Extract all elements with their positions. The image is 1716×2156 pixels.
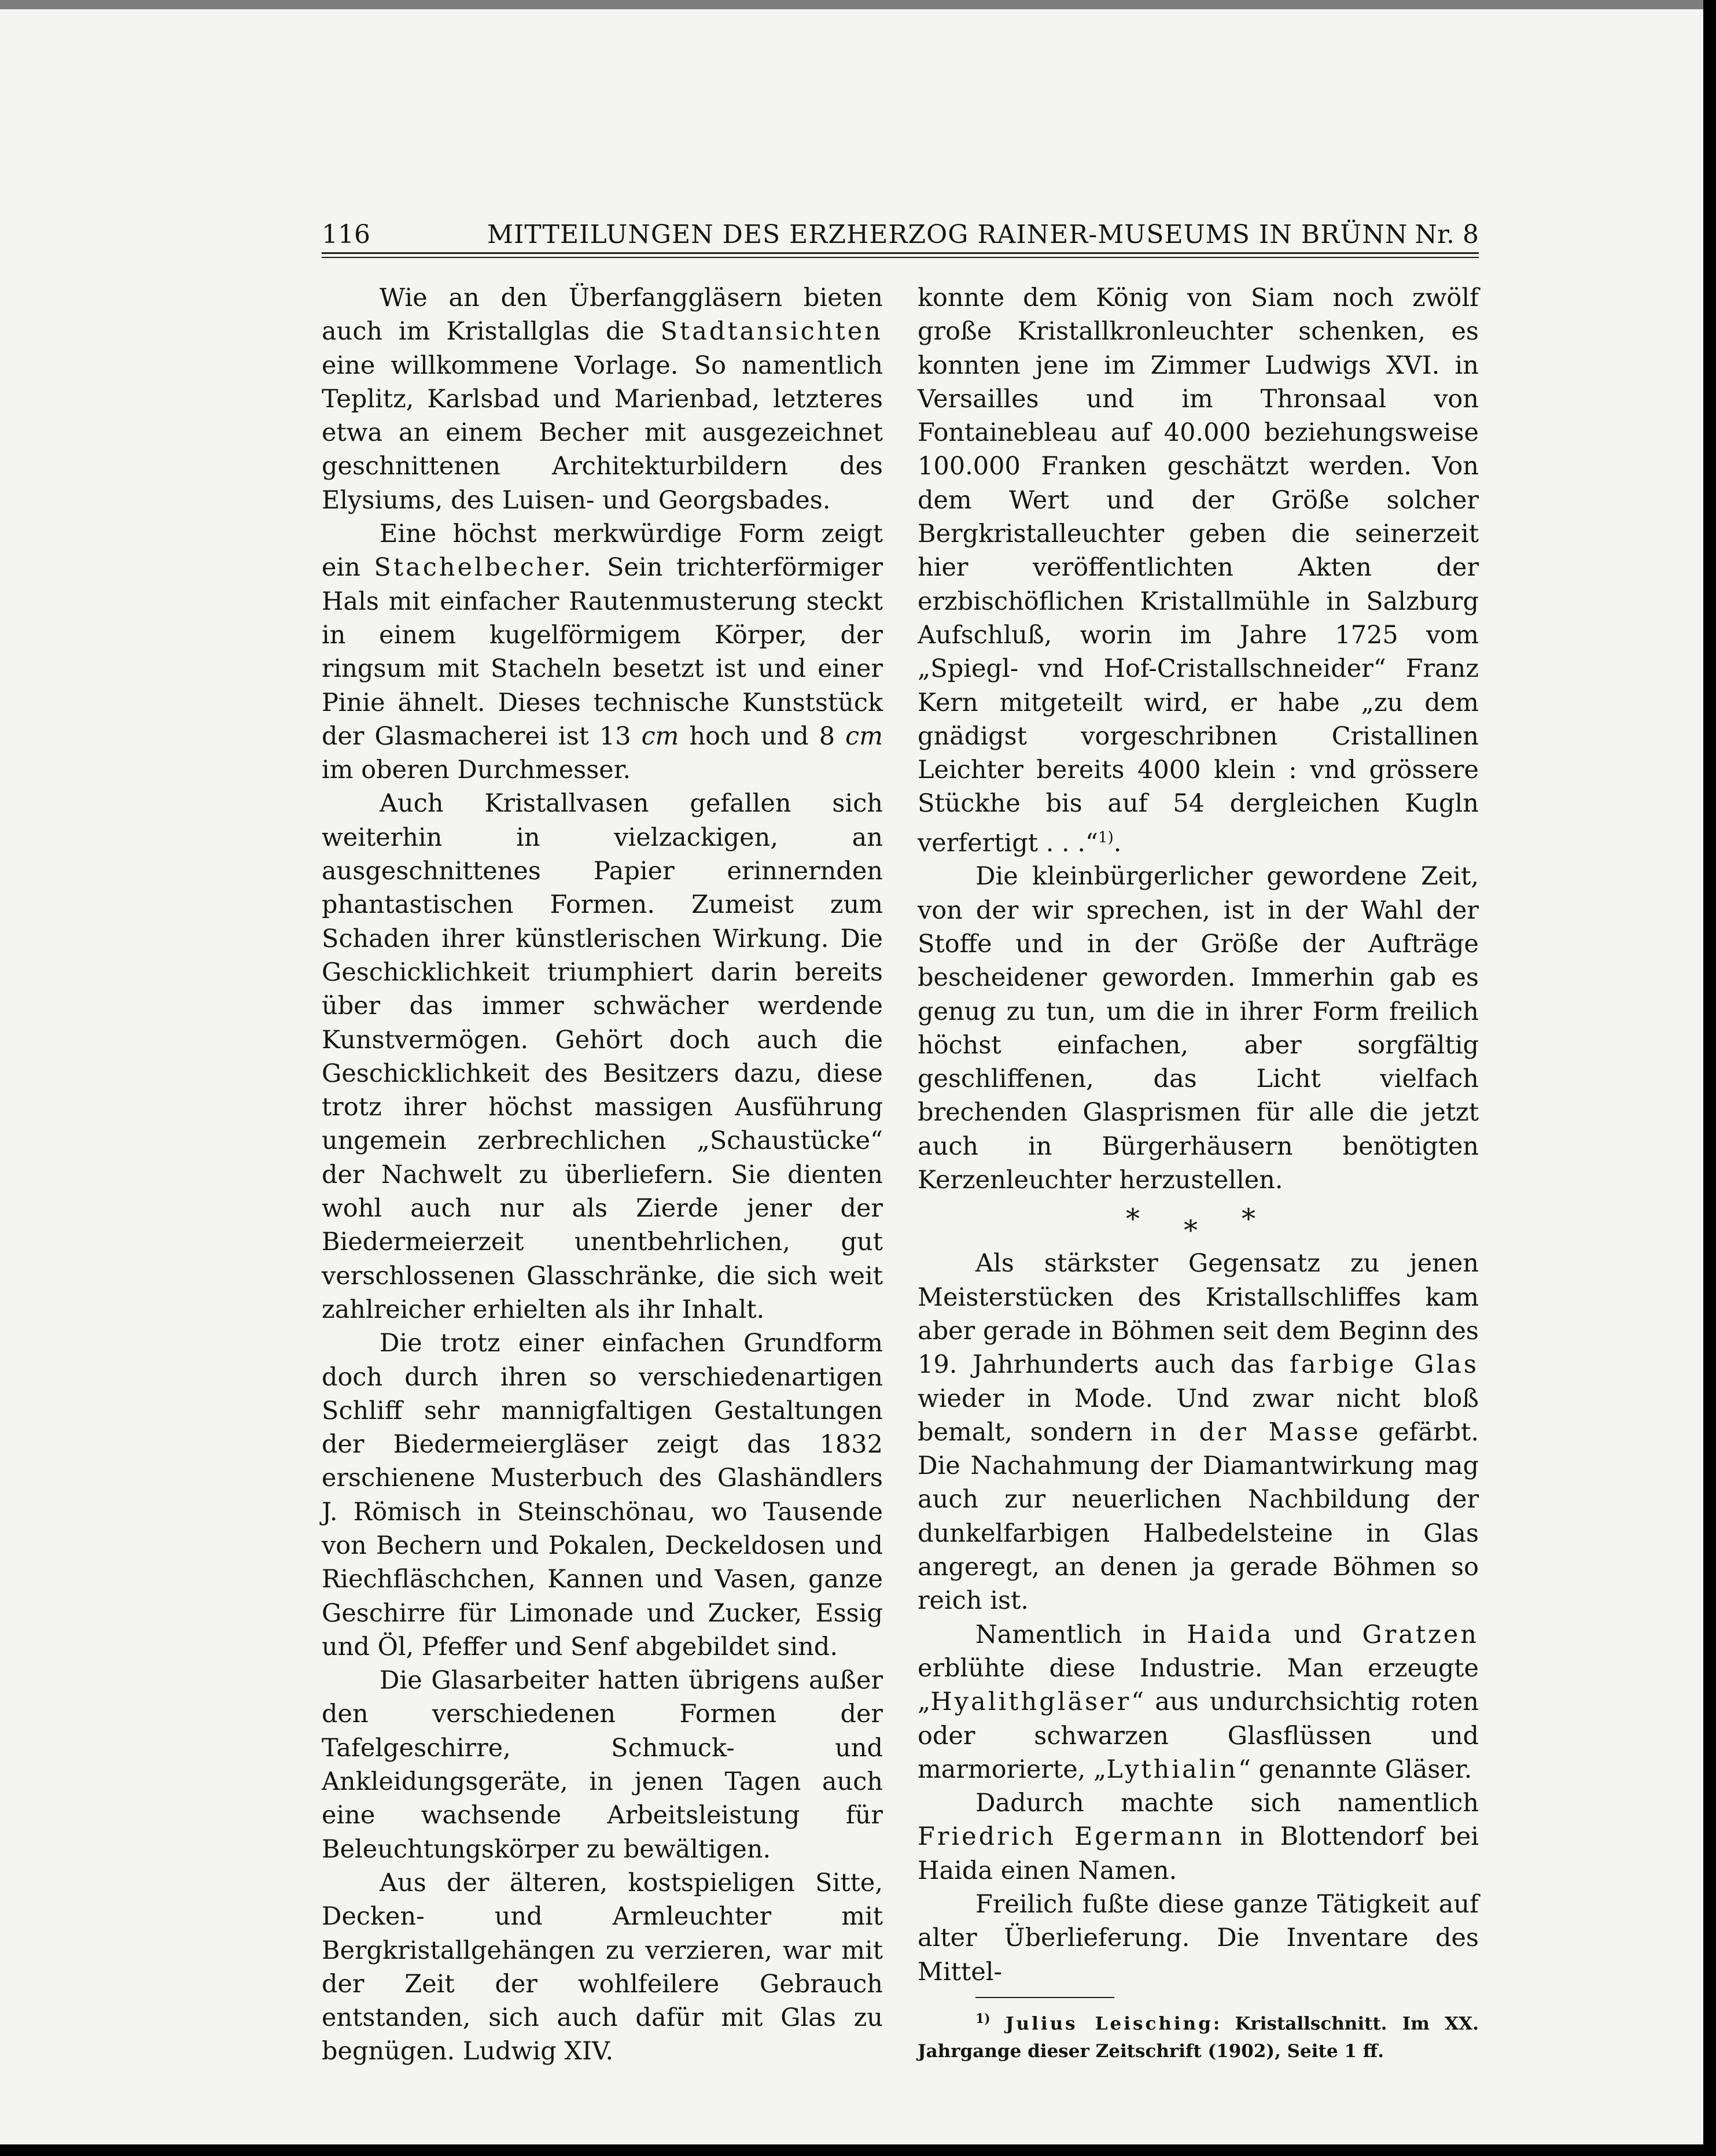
separator-star: * <box>1184 1214 1198 1247</box>
footnote-rule <box>975 1997 1114 1998</box>
left-column <box>322 281 883 2069</box>
scan-right-border <box>1703 0 1716 2156</box>
paragraph: Die Glasarbeiter hatten übrigens außer den verschiedenen Formen der Tafelgeschirre, Schmuck- und Ankleidungsgeräte, in jenen Tagen auch eine wachsende Arbeitsleistung für Beleuchtungskörper zu bewältigen. <box>322 1666 883 1864</box>
paragraph: Auch Kristallvasen gefallen sich weiterhin in vielzackigen, an ausgeschnittenes Papier erinnernden phantastischen Formen. Zumeist zum Schaden ihrer künstlerischen Wirkung. Die Geschicklichkeit triumphiert darin bereits über das immer schwächer werdende Kunstvermögen. Gehört doch auch die Geschicklichkeit des Besitzers dazu, diese trotz ihrer höchst massigen Ausführung ungemein zerbrechlichen „Schaustücke“ der Nachwelt zu überliefern. Sie dienten wohl auch nur als Zierde jener der Biedermeierzeit unentbehrlichen, gut verschlossenen Glasschränke, die sich weit zahlreicher erhielten als ihr Inhalt. <box>322 789 883 1324</box>
right-column <box>918 281 1479 2065</box>
paragraph: Freilich fußte diese ganze Tätigkeit auf alter Überlieferung. Die Inventare des Mittel- <box>918 1889 1479 1987</box>
scan-top-edge <box>0 0 1703 9</box>
paragraph: Die kleinbürgerlicher gewordene Zeit, von der wir sprechen, ist in der Wahl der Stoffe und in der Größe der Aufträge bescheidener geworden. Immerhin gab es genug zu tun, um die in ihrer Form freilich höchst einfachen, aber sorgfältig geschliffenen, das Licht vielfach brechenden Glasprismen für alle die jetzt auch in Bürgerhäusern benötigten Kerzenleuchter herzustellen. <box>918 862 1479 1195</box>
paragraph: konnte dem König von Siam noch zwölf große Kristallkronleuchter schenken, es konnten jene im Zimmer Ludwigs XVI. in Versailles und im Thronsaal von Fontainebleau auf 40.000 beziehungsweise 100.000 Franken geschätzt werden. Von dem Wert und der Größe solcher Bergkristalleuchter geben die seinerzeit hier veröffentlichten Akten der erzbischöflichen Kristallmühle in Salzburg Aufschluß, worin im Jahre 1725 vom „Spiegl- vnd Hof-Cristallschneider“ Franz Kern mitgeteilt wird, er habe „zu dem gnädigst vorgeschribnen Cristallinen Leichter bereits 4000 klein : vnd grössere Stückhe bis auf 54 dergleichen Kugln verfertigt . . .“$^{1)}$. <box>918 283 1479 858</box>
issue-number: Nr. 8 <box>1415 220 1479 249</box>
separator-star: * <box>1242 1203 1255 1236</box>
footnote: $^{1)}$ Julius Leisching: Kristallschnitt. Im XX. Jahrgange dieser Zeitschrift (1902), Seite 1 ff. <box>918 2011 1479 2062</box>
paragraph: Als stärkster Gegensatz zu jenen Meisterstücken des Kristallschliffes kam aber gerade in Böhmen seit dem Beginn des 19. Jahrhunderts auch das farbige Glas wieder in Mode. Und zwar nicht bloß bemalt, sondern in der Masse gefärbt. Die Nachahmung der Diamantwirkung mag auch zur neuerlichen Nachbildung der dunkelfarbigen Halbedelsteine in Glas angeregt, an denen ja gerade Böhmen so reich ist. <box>918 1249 1479 1616</box>
paragraph: Die trotz einer einfachen Grundform doch durch ihren so verschiedenartigen Schliff sehr mannigfaltigen Gestaltungen der Biedermeiergläser zeigt das 1832 erschienene Musterbuch des Glashändlers J. Römisch in Steinschönau, wo Tausende von Bechern und Pokalen, Deckeldosen und Riechfläschchen, Kannen und Vasen, ganze Geschirre für Limonade und Zucker, Essig und Öl, Pfeffer und Senf abgebildet sind. <box>322 1329 883 1661</box>
scan-bottom-border <box>0 2144 1716 2156</box>
paragraph: Eine höchst merkwürdige Form zeigt ein Stachelbecher. Sein trichterförmiger Hals mit einfacher Rautenmusterung steckt in einem kugelförmigem Körper, der ringsum mit Stacheln besetzt ist und einer Pinie ähnelt. Dieses technische Kunststück der Glasmacherei ist 13 cm hoch und 8 cm im oberen Durchmesser. <box>322 519 883 785</box>
paragraph: Wie an den Überfanggläsern bieten auch im Kristallglas die Stadtansichten eine willkommene Vorlage. So namentlich Teplitz, Karlsbad und Marienbad, letzteres etwa an einem Becher mit ausgezeichnet geschnittenen Architekturbildern des Elysiums, des Luisen- und Georgsbades. <box>322 283 883 515</box>
paragraph: Aus der älteren, kostspieligen Sitte, Decken- und Armleuchter mit Bergkristallgehängen zu verzieren, war mit der Zeit der wohlfeilere Gebrauch entstanden, sich auch dafür mit Glas zu begnügen. Ludwig XIV. <box>322 1868 883 2066</box>
page-header <box>322 218 1479 252</box>
separator-star: * <box>1126 1203 1140 1236</box>
header-rule <box>322 252 1479 254</box>
section-separator <box>918 1197 1479 1247</box>
running-title: MITTEILUNGEN DES ERZHERZOG RAINER-MUSEUMS IN BRÜNN <box>487 220 1408 249</box>
page-number: 116 <box>322 220 370 249</box>
paragraph: Namentlich in Haida und Gratzen erblühte diese Industrie. Man erzeugte „Hyalithgläser“ aus undurchsichtig roten oder schwarzen Glasflüssen und marmorierte, „Lythialin“ genannte Gläser. <box>918 1620 1479 1784</box>
footnote-ref: 1) <box>1098 828 1114 846</box>
paragraph: Dadurch machte sich namentlich Friedrich Egermann in Blottendorf bei Haida einen Namen. <box>918 1789 1479 1885</box>
header-rule-thin <box>322 257 1479 258</box>
